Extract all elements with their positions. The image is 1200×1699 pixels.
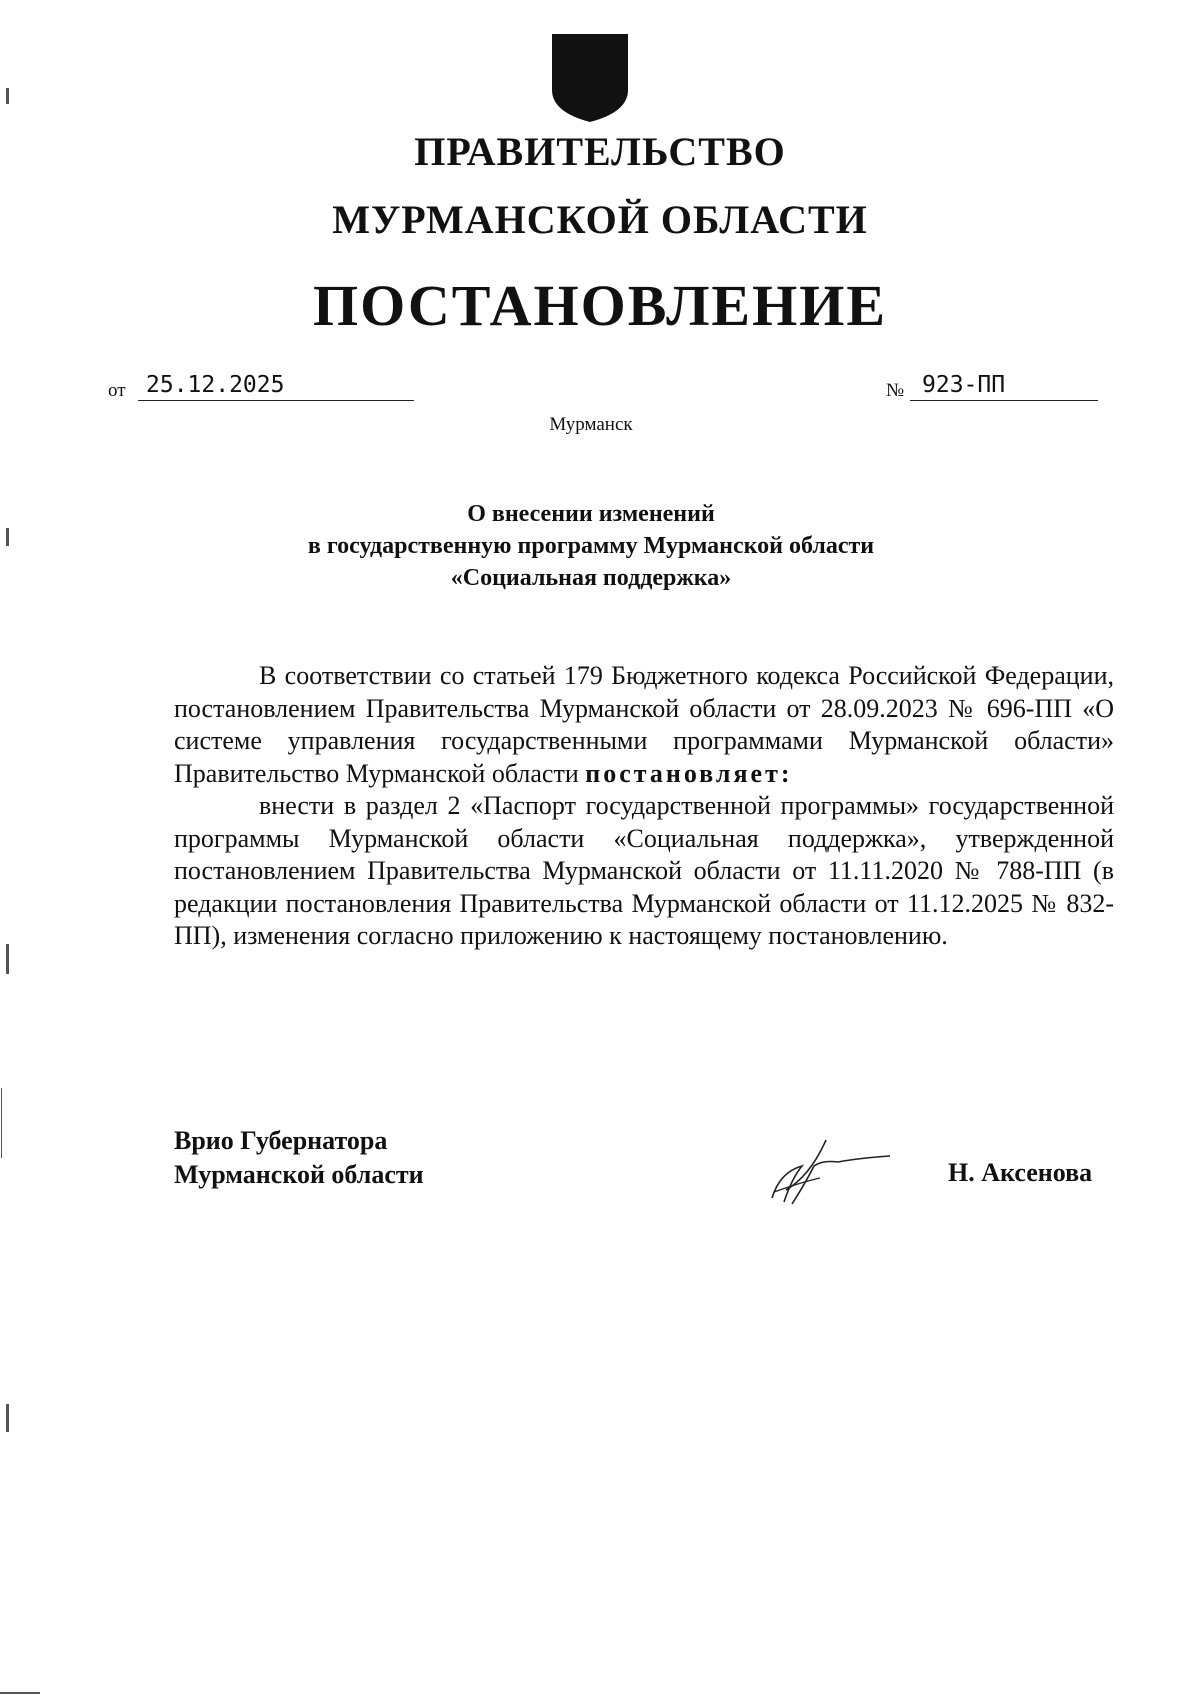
scan-artifact — [6, 1404, 9, 1432]
signer-name: Н. Аксенова — [948, 1158, 1093, 1187]
scan-artifact — [6, 528, 9, 546]
date-prefix: от — [108, 380, 126, 401]
body-paragraph-1 — [174, 660, 1114, 790]
scan-artifact — [1, 1088, 2, 1158]
number-value: 923-ПП — [910, 372, 1098, 401]
signer-position-line1: Врио Губернатора — [174, 1126, 388, 1155]
date-value: 25.12.2025 — [138, 372, 414, 401]
coat-of-arms-emblem — [550, 32, 630, 124]
scan-artifact — [0, 1692, 40, 1694]
handwritten-signature — [762, 1132, 902, 1212]
scan-artifact — [6, 944, 9, 974]
subject-line2: в государственную программу Мурманской области — [307, 533, 875, 559]
org-name-line1: ПРАВИТЕЛЬСТВО — [414, 129, 786, 174]
city-name: Мурманск — [549, 414, 633, 435]
document-type-title: ПОСТАНОВЛЕНИЕ — [312, 273, 888, 338]
signer-position-line2: Мурманской области — [174, 1160, 424, 1189]
org-name-line2: МУРМАНСКОЙ ОБЛАСТИ — [332, 197, 868, 242]
number-prefix: № — [886, 380, 905, 401]
signer-position — [174, 1124, 424, 1192]
resolves-word: постановляет: — [585, 758, 793, 788]
scan-artifact — [6, 88, 9, 104]
body-paragraph-2: внести в раздел 2 «Паспорт государственной программы» государственной программы Мурманской области «Социальная поддержка», утвержденной постановлением Правительства Мурманской области от 11.11.2020 № 788-ПП (в редакции постановления Правительства Мурманской области от 11.12.2025 № 832-ПП), изменения согласно приложению к настоящему постановлению. — [174, 791, 1114, 950]
preamble-text: В соответствии со статьей 179 Бюджетного кодекса Российской Федерации, постановлением Правительства Мурманской области от 28.09.2023 № 696-ПП «О системе управления государственными программами Мурманской области» Правительство Мурманской области — [174, 661, 1114, 788]
subject-line1: О внесении изменений — [467, 501, 715, 527]
document-subject — [0, 498, 1182, 594]
subject-line3: «Социальная поддержка» — [450, 565, 732, 591]
document-body — [174, 660, 1114, 953]
